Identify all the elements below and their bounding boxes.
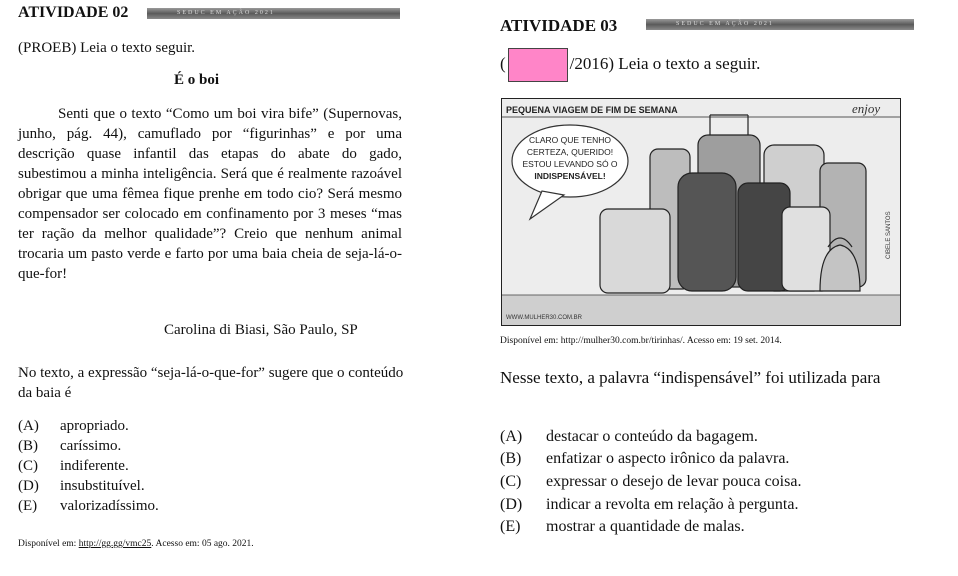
- text-title: É o boi: [174, 72, 220, 88]
- option-c[interactable]: (C) expressar o desejo de levar pouca coisa.: [500, 473, 802, 490]
- option-e[interactable]: (E) mostrar a quantidade de malas.: [500, 518, 745, 535]
- speech-line-1: CLARO QUE TENHO: [528, 135, 612, 145]
- source-citation: Disponível em: http://mulher30.com.br/tirinhas/. Acesso em: 19 set. 2014.: [500, 336, 782, 346]
- speech-line-3: ESTOU LEVANDO SÓ O: [522, 159, 618, 169]
- cartoon-image: [501, 98, 901, 326]
- signature: Carolina di Biasi, São Paulo, SP: [164, 322, 358, 338]
- option-c[interactable]: (C) indiferente.: [18, 458, 129, 474]
- activity-02-heading: ATIVIDADE 02: [18, 4, 129, 21]
- option-b[interactable]: (B) caríssimo.: [18, 438, 122, 454]
- option-d[interactable]: (D) insubstituível.: [18, 478, 145, 494]
- source-citation: Disponível em: http://gg.gg/vmc25. Acesso em: 05 ago. 2021.: [18, 539, 254, 549]
- suitcase: [678, 173, 736, 291]
- source-link[interactable]: http://gg.gg/vmc25: [78, 539, 152, 549]
- cartoon-brand: enjoy: [852, 101, 881, 116]
- cartoon-author: CIBELE SANTOS: [886, 211, 892, 259]
- text-body: Senti que o texto “Como um boi vira bife” (Supernovas, junho, pág. 44), camuflado por “figurinhas” e por uma descrição quase infantil das etapas do abate do gado, subestimou a minha inteligência. Será que é realmente razoável obrigar que uma fêmea fique prenhe em todo cio? Será mesmo compensador ser colocado em confinamento por 3 meses “mas ter ração da melhor qualidade”? Creio que nenhum animal trocaria um pasto verde e farto por uma baia cheia de seja-lá-o-que-for!: [18, 106, 402, 282]
- option-b[interactable]: (B) enfatizar o aspecto irônico da palavra.: [500, 450, 790, 467]
- option-e[interactable]: (E) valorizadíssimo.: [18, 498, 159, 514]
- suitcase: [600, 209, 670, 293]
- intro-text: ( /2016) Leia o texto a seguir.: [500, 46, 760, 82]
- speech-line-4: INDISPENSÁVEL!: [534, 171, 606, 181]
- activity-03-heading: ATIVIDADE 03: [500, 16, 618, 35]
- cartoon-footer: WWW.MULHER30.COM.BR: [506, 315, 583, 321]
- speech-line-2: CERTEZA, QUERIDO!: [526, 147, 614, 157]
- activity-banner: SEDUC EM AÇÃO 2021: [646, 19, 914, 30]
- activity-banner: SEDUC EM AÇÃO 2021: [147, 8, 400, 19]
- intro-text: (PROEB) Leia o texto seguir.: [18, 40, 196, 56]
- redacted-box: [508, 48, 568, 82]
- cartoon-title: PEQUENA VIAGEM DE FIM DE SEMANA: [506, 105, 678, 115]
- option-a[interactable]: (A) apropriado.: [18, 418, 129, 434]
- question-text: No texto, a expressão “seja-lá-o-que-for” sugere que o conteúdo da baia é: [18, 365, 404, 401]
- option-d[interactable]: (D) indicar a revolta em relação à pergunta.: [500, 496, 799, 513]
- question-text: Nesse texto, a palavra “indispensável” foi utilizada para: [500, 368, 881, 387]
- option-a[interactable]: (A) destacar o conteúdo da bagagem.: [500, 428, 758, 445]
